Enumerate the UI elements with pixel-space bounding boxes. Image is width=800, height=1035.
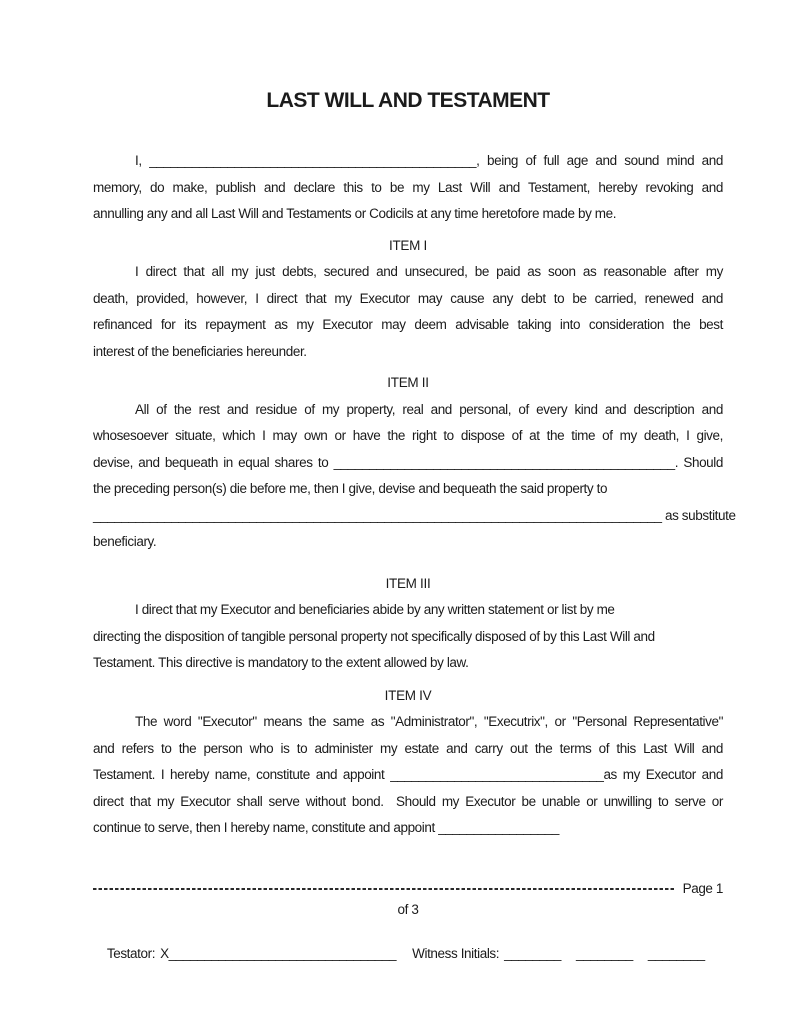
document-line: continue to serve, then I hereby name, constitute and appoint _________________ bbox=[93, 820, 560, 835]
document-line: memory, do make, publish and declare this to be my Last Will and Testament, hereby revoking and bbox=[93, 179, 723, 195]
document-line: directing the disposition of tangible personal property not specifically disposed of by this Last Will and bbox=[93, 628, 655, 644]
page-total-label: of 3 bbox=[397, 901, 419, 917]
document-section bbox=[93, 571, 723, 677]
document-line: death, provided, however, I direct that my Executor may cause any debt to be carried, renewed and bbox=[93, 290, 723, 306]
page-footer bbox=[93, 879, 723, 987]
document-section bbox=[93, 683, 723, 842]
document-line: Testament. This directive is mandatory to the extent allowed by law. bbox=[93, 655, 469, 670]
page-divider-dashes bbox=[93, 888, 676, 890]
document-line: beneficiary. bbox=[93, 534, 157, 549]
witness-initials-line: ________ bbox=[647, 945, 705, 961]
testator-signature-line: ________________________________ bbox=[168, 945, 397, 961]
document-line: whosesoever situate, which I may own or have the right to dispose of at the time of my death, I give, bbox=[93, 428, 723, 443]
section-heading: ITEM IV bbox=[384, 687, 432, 703]
witness-initials-blanks bbox=[499, 946, 705, 961]
document-line: Testament. I hereby name, constitute and appoint ______________________________as my Executor and bbox=[93, 767, 723, 782]
document-title: LAST WILL AND TESTAMENT bbox=[266, 89, 550, 112]
page-divider-row bbox=[93, 879, 723, 899]
document-line: I direct that all my just debts, secured and unsecured, be paid as soon as reasonable after my bbox=[135, 264, 723, 279]
document-line: interest of the beneficiaries hereunder. bbox=[93, 343, 307, 359]
witness-initials-line: ________ bbox=[576, 945, 633, 961]
document-section bbox=[93, 148, 723, 228]
document-line: devise, and bequeath in equal shares to ________________________________________________. Should bbox=[93, 454, 723, 470]
witness-initials-label: Witness Initials: bbox=[412, 945, 500, 961]
section-heading: ITEM II bbox=[387, 375, 429, 390]
document-line: The word "Executor" means the same as "Administrator", "Executrix", or "Personal Representative" bbox=[135, 714, 723, 729]
section-heading: ITEM I bbox=[389, 237, 427, 253]
document-line: I direct that my Executor and beneficiaries abide by any written statement or list by me bbox=[135, 602, 615, 617]
signature-row bbox=[87, 921, 723, 987]
document-line: direct that my Executor shall serve without bond. Should my Executor be unable or unwilling to serve or bbox=[93, 793, 723, 809]
document-line: I, ______________________________________________, being of full age and sound mind and bbox=[135, 153, 723, 168]
testator-label: Testator: bbox=[106, 945, 156, 961]
document-line: the preceding person(s) die before me, then I give, devise and bequeath the said property to bbox=[93, 481, 608, 496]
page-number-label: Page 1 bbox=[682, 881, 723, 896]
testator-x-mark: X bbox=[160, 945, 169, 961]
document-body bbox=[93, 148, 736, 842]
document-line: and refers to the person who is to administer my estate and carry out the terms of this Last Will and bbox=[93, 740, 723, 756]
document-line: ________________________________________________________________________________ as substitute bbox=[93, 507, 736, 523]
document-section bbox=[93, 370, 736, 556]
document-line: annulling any and all Last Will and Testaments or Codicils at any time heretofore made by me. bbox=[93, 206, 617, 221]
document-line: All of the rest and residue of my property, real and personal, of every kind and description and bbox=[135, 401, 723, 417]
section-heading: ITEM III bbox=[385, 575, 431, 591]
document-section bbox=[93, 233, 723, 366]
witness-initials-line: ________ bbox=[504, 945, 561, 961]
document-line: refinanced for its repayment as my Executor may deem advisable taking into consideration the best bbox=[93, 317, 723, 332]
